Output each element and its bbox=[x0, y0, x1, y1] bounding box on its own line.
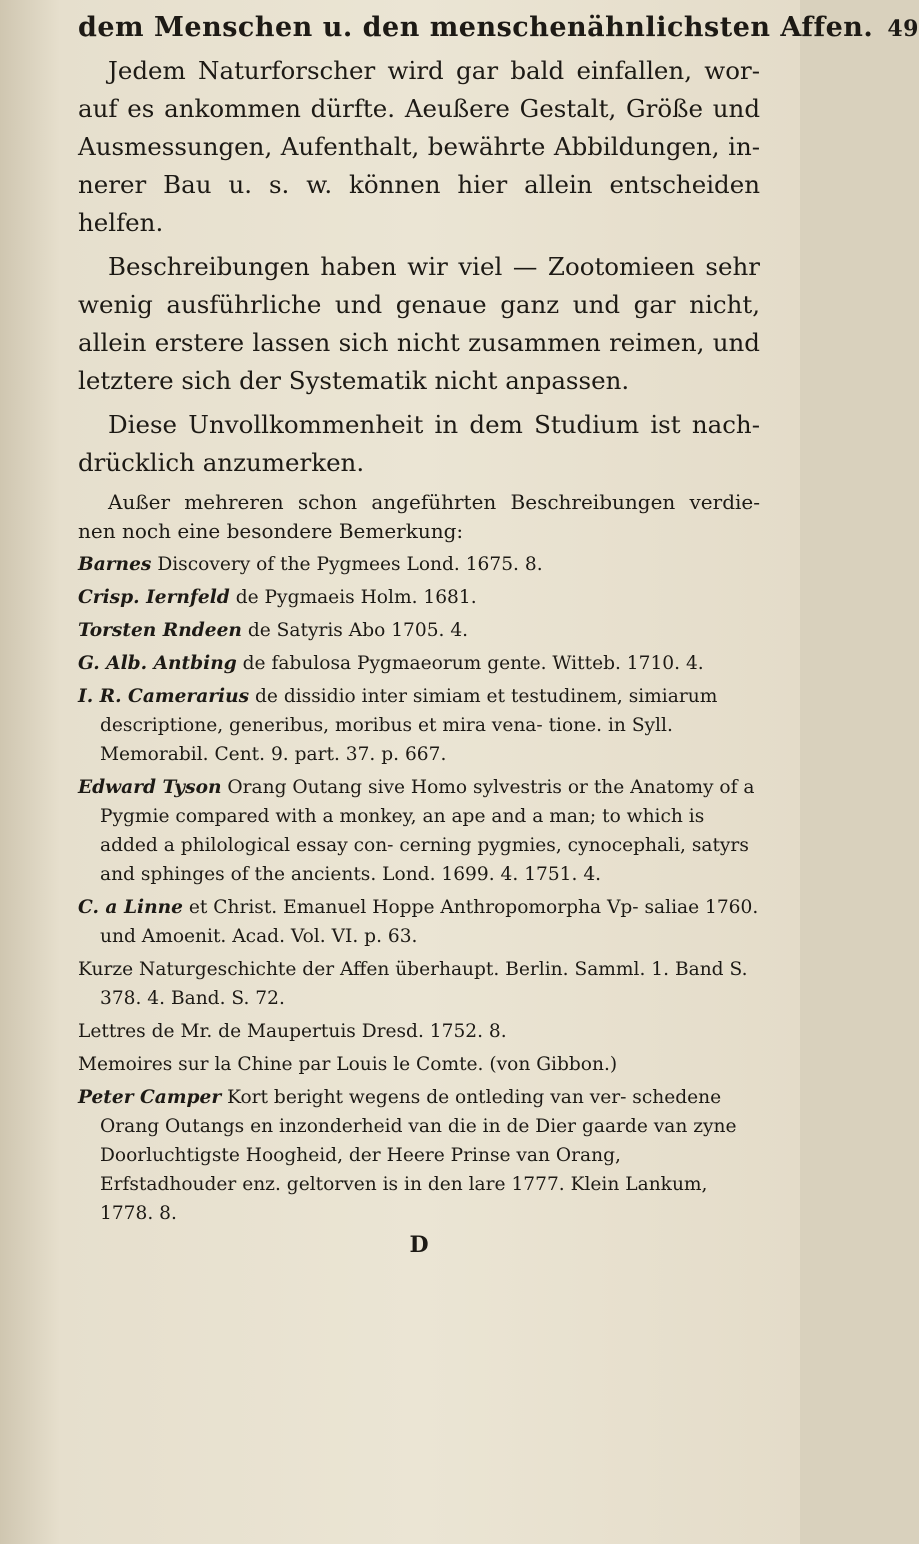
reference-entry bbox=[78, 893, 760, 951]
reference-author: Edward Tyson bbox=[78, 777, 222, 798]
reference-author: Torsten Rndeen bbox=[78, 620, 242, 641]
running-title: dem Menschen u. den menschenähnlichsten Affen. bbox=[78, 12, 874, 43]
reference-entry bbox=[78, 649, 760, 678]
reference-text: Kort beright wegens de ontleding van ver- schedene Orang Outangs en inzonderheid van die in de Dier gaarde van zyne Doorluchtigste Hoogheid, der Heere Prinse van Orang, Erfstadhouder enz. geltorven is in den lare 1777. Klein Lankum, 1778. 8. bbox=[100, 1087, 737, 1224]
reference-author: Peter Camper bbox=[78, 1087, 222, 1108]
reference-text: de Pygmaeis Holm. 1681. bbox=[235, 587, 477, 608]
reference-entry bbox=[78, 550, 760, 579]
paragraph-1: Jedem Naturforscher wird gar bald einfallen, wor- auf es ankommen dürfte. Aeußere Gestalt, Größe und Ausmessungen, Aufenthalt, bewährte Abbildungen, in- nerer Bau u. s. w. können hier allein entscheiden helfen. bbox=[78, 56, 760, 237]
reference-text: Orang Outang sive Homo sylvestris or the Anatomy of a Pygmie compared with a monkey, an ape and a man; to which is added a philological essay con- cerning pygmies, cynocephali, satyrs and sphinges of the ancients. Lond. 1699. 4. 1751. 4. bbox=[100, 777, 755, 885]
notes-section bbox=[78, 488, 760, 1258]
reference-author: Crisp. Iernfeld bbox=[78, 587, 230, 608]
reference-text: Discovery of the Pygmees Lond. 1675. 8. bbox=[157, 554, 543, 575]
reference-entry bbox=[78, 1017, 760, 1046]
reference-author: C. a Linne bbox=[78, 897, 183, 918]
reference-author: Barnes bbox=[78, 554, 152, 575]
reference-entry bbox=[78, 1050, 760, 1079]
page-number: 49 bbox=[887, 16, 919, 42]
reference-text: de Satyris Abo 1705. 4. bbox=[247, 620, 469, 641]
reference-text: Memoires sur la Chine par Louis le Comte. (von Gibbon.) bbox=[78, 1054, 618, 1075]
reference-entry bbox=[78, 583, 760, 612]
reference-list bbox=[78, 550, 760, 1228]
reference-entry bbox=[78, 616, 760, 645]
reference-entry bbox=[78, 955, 760, 1013]
note-intro: Außer mehreren schon angeführten Beschreibungen verdie- nen noch eine besondere Bemerkung: bbox=[78, 490, 760, 543]
reference-text: de dissidio inter simiam et testudinem, simiarum descriptione, generibus, moribus et mira vena- tione. in Syll. Memorabil. Cent. 9. part. 37. p. 667. bbox=[100, 686, 718, 765]
reference-entry bbox=[78, 773, 760, 889]
reference-entry bbox=[78, 1083, 760, 1228]
reference-text: et Christ. Emanuel Hoppe Anthropomorpha Vp- saliae 1760. und Amoenit. Acad. Vol. VI. p. 63. bbox=[100, 897, 759, 947]
catchword: D bbox=[409, 1232, 429, 1258]
reference-text: Lettres de Mr. de Maupertuis Dresd. 1752. 8. bbox=[78, 1021, 507, 1042]
reference-text: Kurze Naturgeschichte der Affen überhaupt. Berlin. Samml. 1. Band S. 378. 4. Band. S. 72. bbox=[78, 959, 748, 1009]
reference-author: I. R. Camerarius bbox=[78, 686, 250, 707]
running-header bbox=[78, 12, 919, 52]
paragraph-3: Diese Unvollkommenheit in dem Studium ist nach- drücklich anzumerken. bbox=[78, 410, 760, 477]
paragraph-2: Beschreibungen haben wir viel — Zootomieen sehr wenig ausführliche und genaue ganz und gar nicht, allein erstere lassen sich nicht zusammen reimen, und letztere sich der Systematik nicht anpassen. bbox=[78, 252, 760, 395]
reference-author: G. Alb. Antbing bbox=[78, 653, 237, 674]
reference-text: de fabulosa Pygmaeorum gente. Witteb. 1710. 4. bbox=[242, 653, 704, 674]
reference-entry bbox=[78, 682, 760, 769]
